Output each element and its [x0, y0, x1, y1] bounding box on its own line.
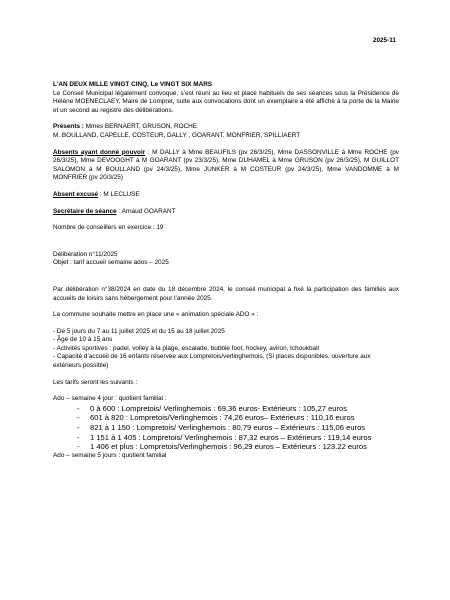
secretaire-seance [53, 208, 399, 217]
secretaire-text: : Arnaud GOARANT [116, 207, 176, 215]
body-paragraph-1: Par délibération n°38/2024 en date du 18 décembre 2024, le conseil municipal a fixé la participation des familles aux accueils de loisirs sans hébergement pour l’année 2025. [53, 285, 399, 302]
animation-details [53, 328, 399, 371]
session-date-line: L’AN DEUX MILLE VINGT CINQ, Le VINGT SIX MARS [53, 81, 213, 88]
absent-excuse-text: : M LECLUSE [98, 190, 140, 198]
absents-pouvoir-text: : M DALLY à Mme BEAUFILS (pv 26/3/25), Mme DASSONVILLE à Mme ROCHE (pv 26/3/25), Mme DEVOOGHT à M GOARANT (pv 23/3/25), Mme DUHAMEL à Mme GRUSON (pv 26/3/25), M GUILLOT SALOMON à M BOULLAND (pv 24/3/25), Mme JUNKER à M COSTEUR (pv 24/3/25), Mme VANDOMME à M MONFRIER (pv 20/3/25) [53, 148, 399, 182]
deliberation-objet: Objet : tarif accueil semaine ados – 2025 [53, 259, 169, 267]
detail-age: - Âge de 10 à 15 ans [53, 336, 113, 344]
presents-line [53, 123, 399, 132]
document-body [53, 81, 399, 460]
presents-names-women: Mmes BERNAERT, GRUSON, ROCHE [83, 123, 198, 131]
tarif-item: - 0 à 600 : Lompretois/ Verlinghemois : 69,36 euros- Extérieurs : 105,27 euros [77, 404, 399, 414]
tarif-item: - 601 à 820 : Lompretois/Verlinghemois : 74,26 euros– Extérieurs : 110,16 euros [77, 413, 399, 423]
tarif-item: - 1 406 et plus : Lompretois/Verlinghemois : 96,29 euros – Extérieurs : 123.22 euros [77, 442, 399, 452]
ado-4-tarif-list [53, 404, 399, 452]
session-intro: Le Conseil Municipal légalement convoqué, s’est réuni au lieu et place habituels de ses séances sous la Présidence de Hélène MOENECLAEY, Maire de Lompret, suite aux convocations dont un exemplaire a été affiché à la porte de la Mairie et un second au registre des délibérations. [53, 89, 399, 114]
absent-excuse-label: Absent excusé [53, 190, 99, 198]
deliberation-number: Délibération n°11/2025 [53, 250, 118, 258]
detail-dates: - De 5 jours du 7 au 11 juillet 2025 et du 15 au 18 juillet 2025 [53, 327, 225, 335]
absent-excuse [53, 191, 399, 200]
tarif-item: - 821 à 1 150 : Lompretois/ Verlinghemois : 80,79 euros – Extérieurs : 115,06 euros [77, 423, 399, 433]
tarif-item: - 1 151 à 1 405 : Lompretois/ Verlinghemois : 87,32 euros – Extérieurs : 119,14 euros [77, 433, 399, 443]
tarifs-intro: Les tarifs seront les suivants : [53, 378, 138, 386]
presents-label: Présents : [53, 123, 84, 131]
ado-4-title: Ado – semaine 4 jour : quotient familial : [53, 395, 167, 403]
presents-names-men: M. BOULLAND, CAPELLE, COSTEUR, DALLY , GOARANT, MONFRIER, SPILLIAERT [53, 131, 301, 139]
body-paragraph-2: La commune souhaite mettre en place une « animation spéciale ADO » : [53, 311, 259, 319]
absents-pouvoir-label: Absents ayant donné pouvoir [53, 148, 146, 156]
secretaire-label: Secrétaire de séance [53, 207, 117, 215]
document-reference: 2025-11 [372, 37, 396, 44]
detail-capacity: - Capacité d’accueil de 16 enfants réservée aux Lompretois/verlinghemois. (Si places disponibles, ouverture aux extérieurs possible) [53, 353, 371, 370]
conseillers-count: Nombre de conseillers en exercice : 19 [53, 224, 164, 232]
absents-pouvoir [53, 149, 399, 183]
detail-activities: - Activités sportives : padel, volley à la plage, escalade, bubble foot, hockey, aviron, tchoukball [53, 344, 319, 352]
ado-5-title: Ado – semaine 5 jours : quotient familial [53, 451, 167, 459]
